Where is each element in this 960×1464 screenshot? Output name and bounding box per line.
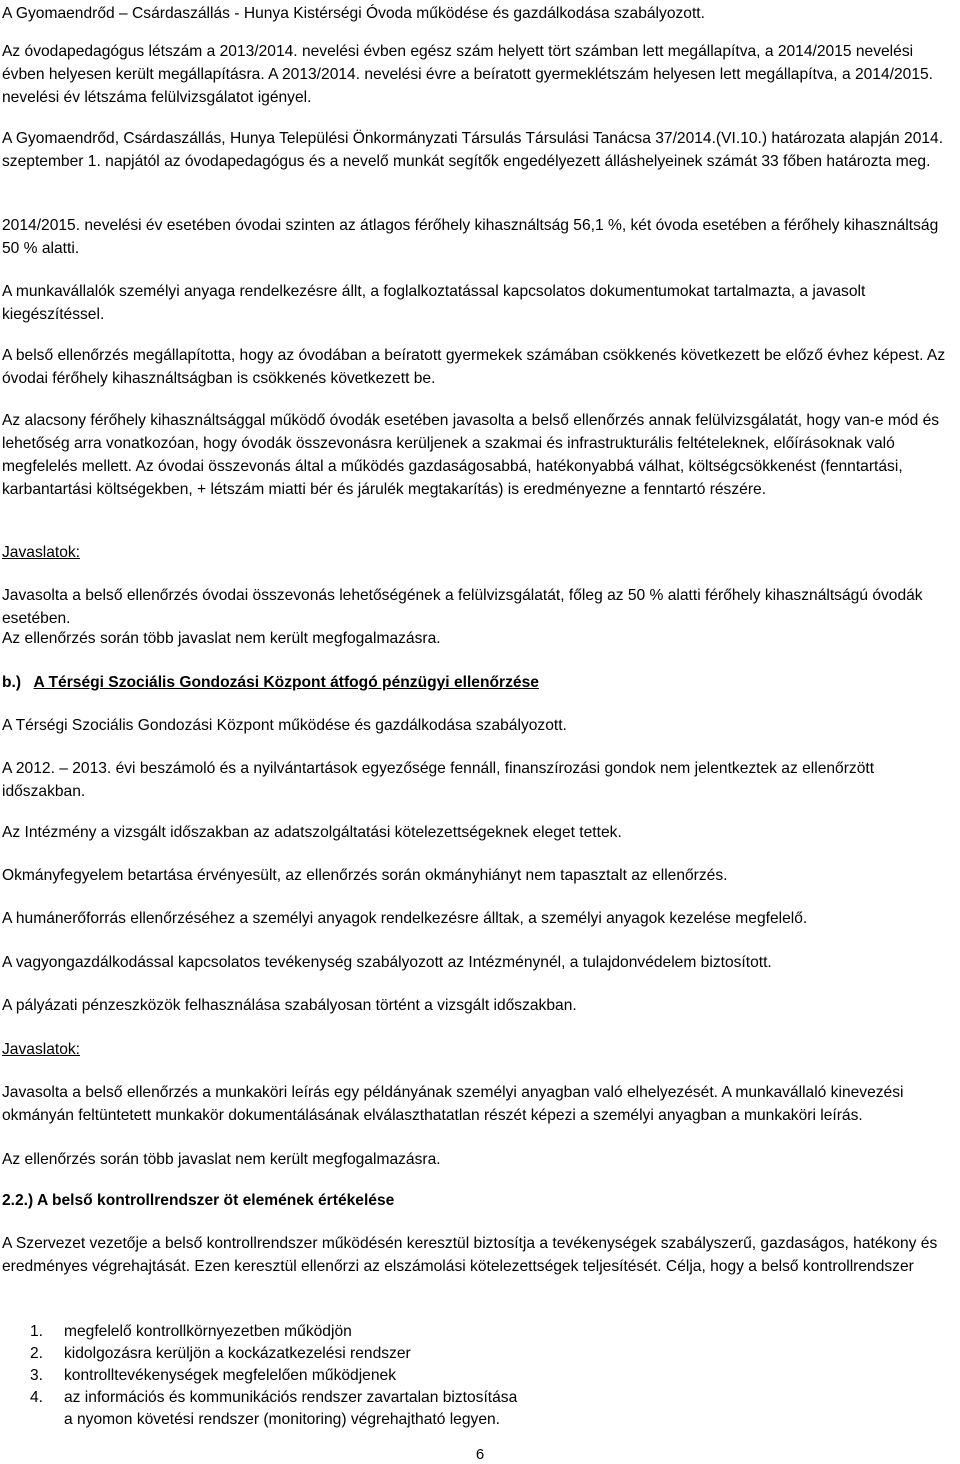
paragraph-document-discipline: Okmányfegyelem betartása érvényesült, az ellenőrzés során okmányhiányt nem tapasztalt az ellenőrzés. [2, 867, 728, 884]
paragraph-no-more-recommendations: Az ellenőrzés során több javaslat nem került megfogalmazásra. [2, 630, 441, 647]
paragraph-audit-findings: A belső ellenőrzés megállapította, hogy az óvodában a beíratott gyermekek számában csökkenés következett be előző évhez képest. Az óvodai férőhely kihasználtságban is csökkenés következett be. [2, 347, 946, 387]
section-heading-b-title: A Térségi Szociális Gondozási Központ átfogó pénzügyi ellenőrzése [33, 674, 539, 691]
paragraph-report-consistency: A 2012. – 2013. évi beszámoló és a nyilvántartások egyezősége fennáll, finanszírozási gondok nem jelentkeztek az ellenőrzött időszakban. [2, 760, 875, 800]
list-item-number: 4. [30, 1389, 44, 1406]
section-heading-2-2: 2.2.) A belső kontrollrendszer öt elemének értékelése [2, 1192, 395, 1209]
list-item-text: kontrolltevékenységek megfelelően működjenek [64, 1367, 396, 1384]
paragraph-asset-management: A vagyongazdálkodással kapcsolatos tevékenység szabályozott az Intézménynél, a tulajdonvédelem biztosított. [2, 954, 772, 971]
paragraph-internal-control-intro: A Szervezet vezetője a belső kontrollrendszer működésén keresztül biztosítja a tevékenységek szabályszerű, gazdaságos, hatékony és eredményes végrehajtását. Ezen keresztül ellenőrzi az elszámolási kötelezettségek teljesítését. Célja, hogy a belső kontrollrendszer [2, 1235, 938, 1275]
section-heading-b [2, 671, 957, 694]
paragraph-job-description-recommendation: Javasolta a belső ellenőrzés a munkaköri leírás egy példányának személyi anyagban való elhelyezését. A munkavállaló kinevezési okmányán feltüntetett munkakör dokumentálásának elválaszthatatlan részét képezi a személyi anyagban a munkaköri leírás. [2, 1084, 904, 1124]
recommendations-heading-2: Javaslatok: [2, 1041, 81, 1058]
list-item-text: a nyomon követési rendszer (monitoring) végrehajtható legyen. [64, 1411, 500, 1428]
paragraph-kindergarten-regulated: A Gyomaendrőd – Csárdaszállás - Hunya Kistérségi Óvoda működése és gazdálkodása szabályozott. [2, 5, 705, 22]
page-number: 6 [475, 1446, 485, 1463]
paragraph-teacher-headcount: Az óvodapedagógus létszám a 2013/2014. nevelési évben egész szám helyett tört számban lett megállapítva, a 2014/2015 nevelési évben helyesen került megállapításra. A 2013/2014. nevelési évre a beíratott gyermeklétszám helyesen lett megállapítva, a 2014/2015. nevelési év létszáma felülvizsgálatot igényel. [2, 43, 934, 106]
paragraph-center-regulated: A Térségi Szociális Gondozási Központ működése és gazdálkodása szabályozott. [2, 717, 567, 734]
paragraph-capacity-utilization: 2014/2015. nevelési év esetében óvodai szinten az átlagos férőhely kihasználtság 56,1 %, két óvoda esetében a férőhely kihasználtság 50 % alatti. [2, 217, 939, 257]
list-item-number: 1. [30, 1323, 44, 1340]
paragraph-personnel-files: A munkavállalók személyi anyaga rendelkezésre állt, a foglalkoztatással kapcsolatos dokumentumokat tartalmazta, a javasolt kiegészítéssel. [2, 283, 866, 323]
recommendations-heading: Javaslatok: [2, 544, 81, 561]
paragraph-grant-funds: A pályázati pénzeszközök felhasználása szabályosan történt a vizsgált időszakban. [2, 997, 577, 1014]
list-item-number: 3. [30, 1367, 44, 1384]
list-item-text: az információs és kommunikációs rendszer zavartalan biztosítása [64, 1389, 518, 1406]
paragraph-low-utilization: Az alacsony férőhely kihasználtsággal működő óvodák esetében javasolta a belső ellenőrzés annak felülvizsgálatát, hogy van-e mód és lehetőség arra vonatkozóan, hogy óvodák összevonásra kerüljenek a szakmai és infrastrukturális feltételeknek, előírásoknak való megfelelés mellett. Az óvodai összevonás által a működés gazdaságosabbá, hatékonyabbá válhat, költségcsökkenést (fenntartási, karbantartási költségekben, + létszám miatti bér és járulék megtakarítás) is eredményezne a fenntartó részére. [2, 412, 940, 498]
section-heading-b-number: b.) [2, 674, 22, 691]
paragraph-association-resolution: A Gyomaendrőd, Csárdaszállás, Hunya Települési Önkormányzati Társulás Társulási Tanácsa 37/2014.(VI.10.) határozata alapján 2014. szeptember 1. napjától az óvodapedagógus és a nevelő munkát segítők engedélyezett álláshelyeinek számát 33 főben határozta meg. [2, 130, 944, 170]
paragraph-no-more-recommendations-2: Az ellenőrzés során több javaslat nem került megfogalmazásra. [2, 1151, 441, 1168]
paragraph-data-reporting: Az Intézmény a vizsgált időszakban az adatszolgáltatási kötelezettségeknek eleget tettek. [2, 824, 622, 841]
list-item-number: 2. [30, 1345, 44, 1362]
paragraph-recommendation-merge: Javasolta a belső ellenőrzés óvodai összevonás lehetőségének a felülvizsgálatát, főleg az 50 % alatti férőhely kihasználtságú óvodák esetében. [2, 587, 923, 627]
paragraph-human-resources: A humánerőforrás ellenőrzéséhez a személyi anyagok rendelkezésre álltak, a személyi anyagok kezelése megfelelő. [2, 910, 808, 927]
list-item-text: kidolgozásra kerüljön a kockázatkezelési rendszer [64, 1345, 411, 1362]
list-item-text: megfelelő kontrollkörnyezetben működjön [64, 1323, 352, 1340]
